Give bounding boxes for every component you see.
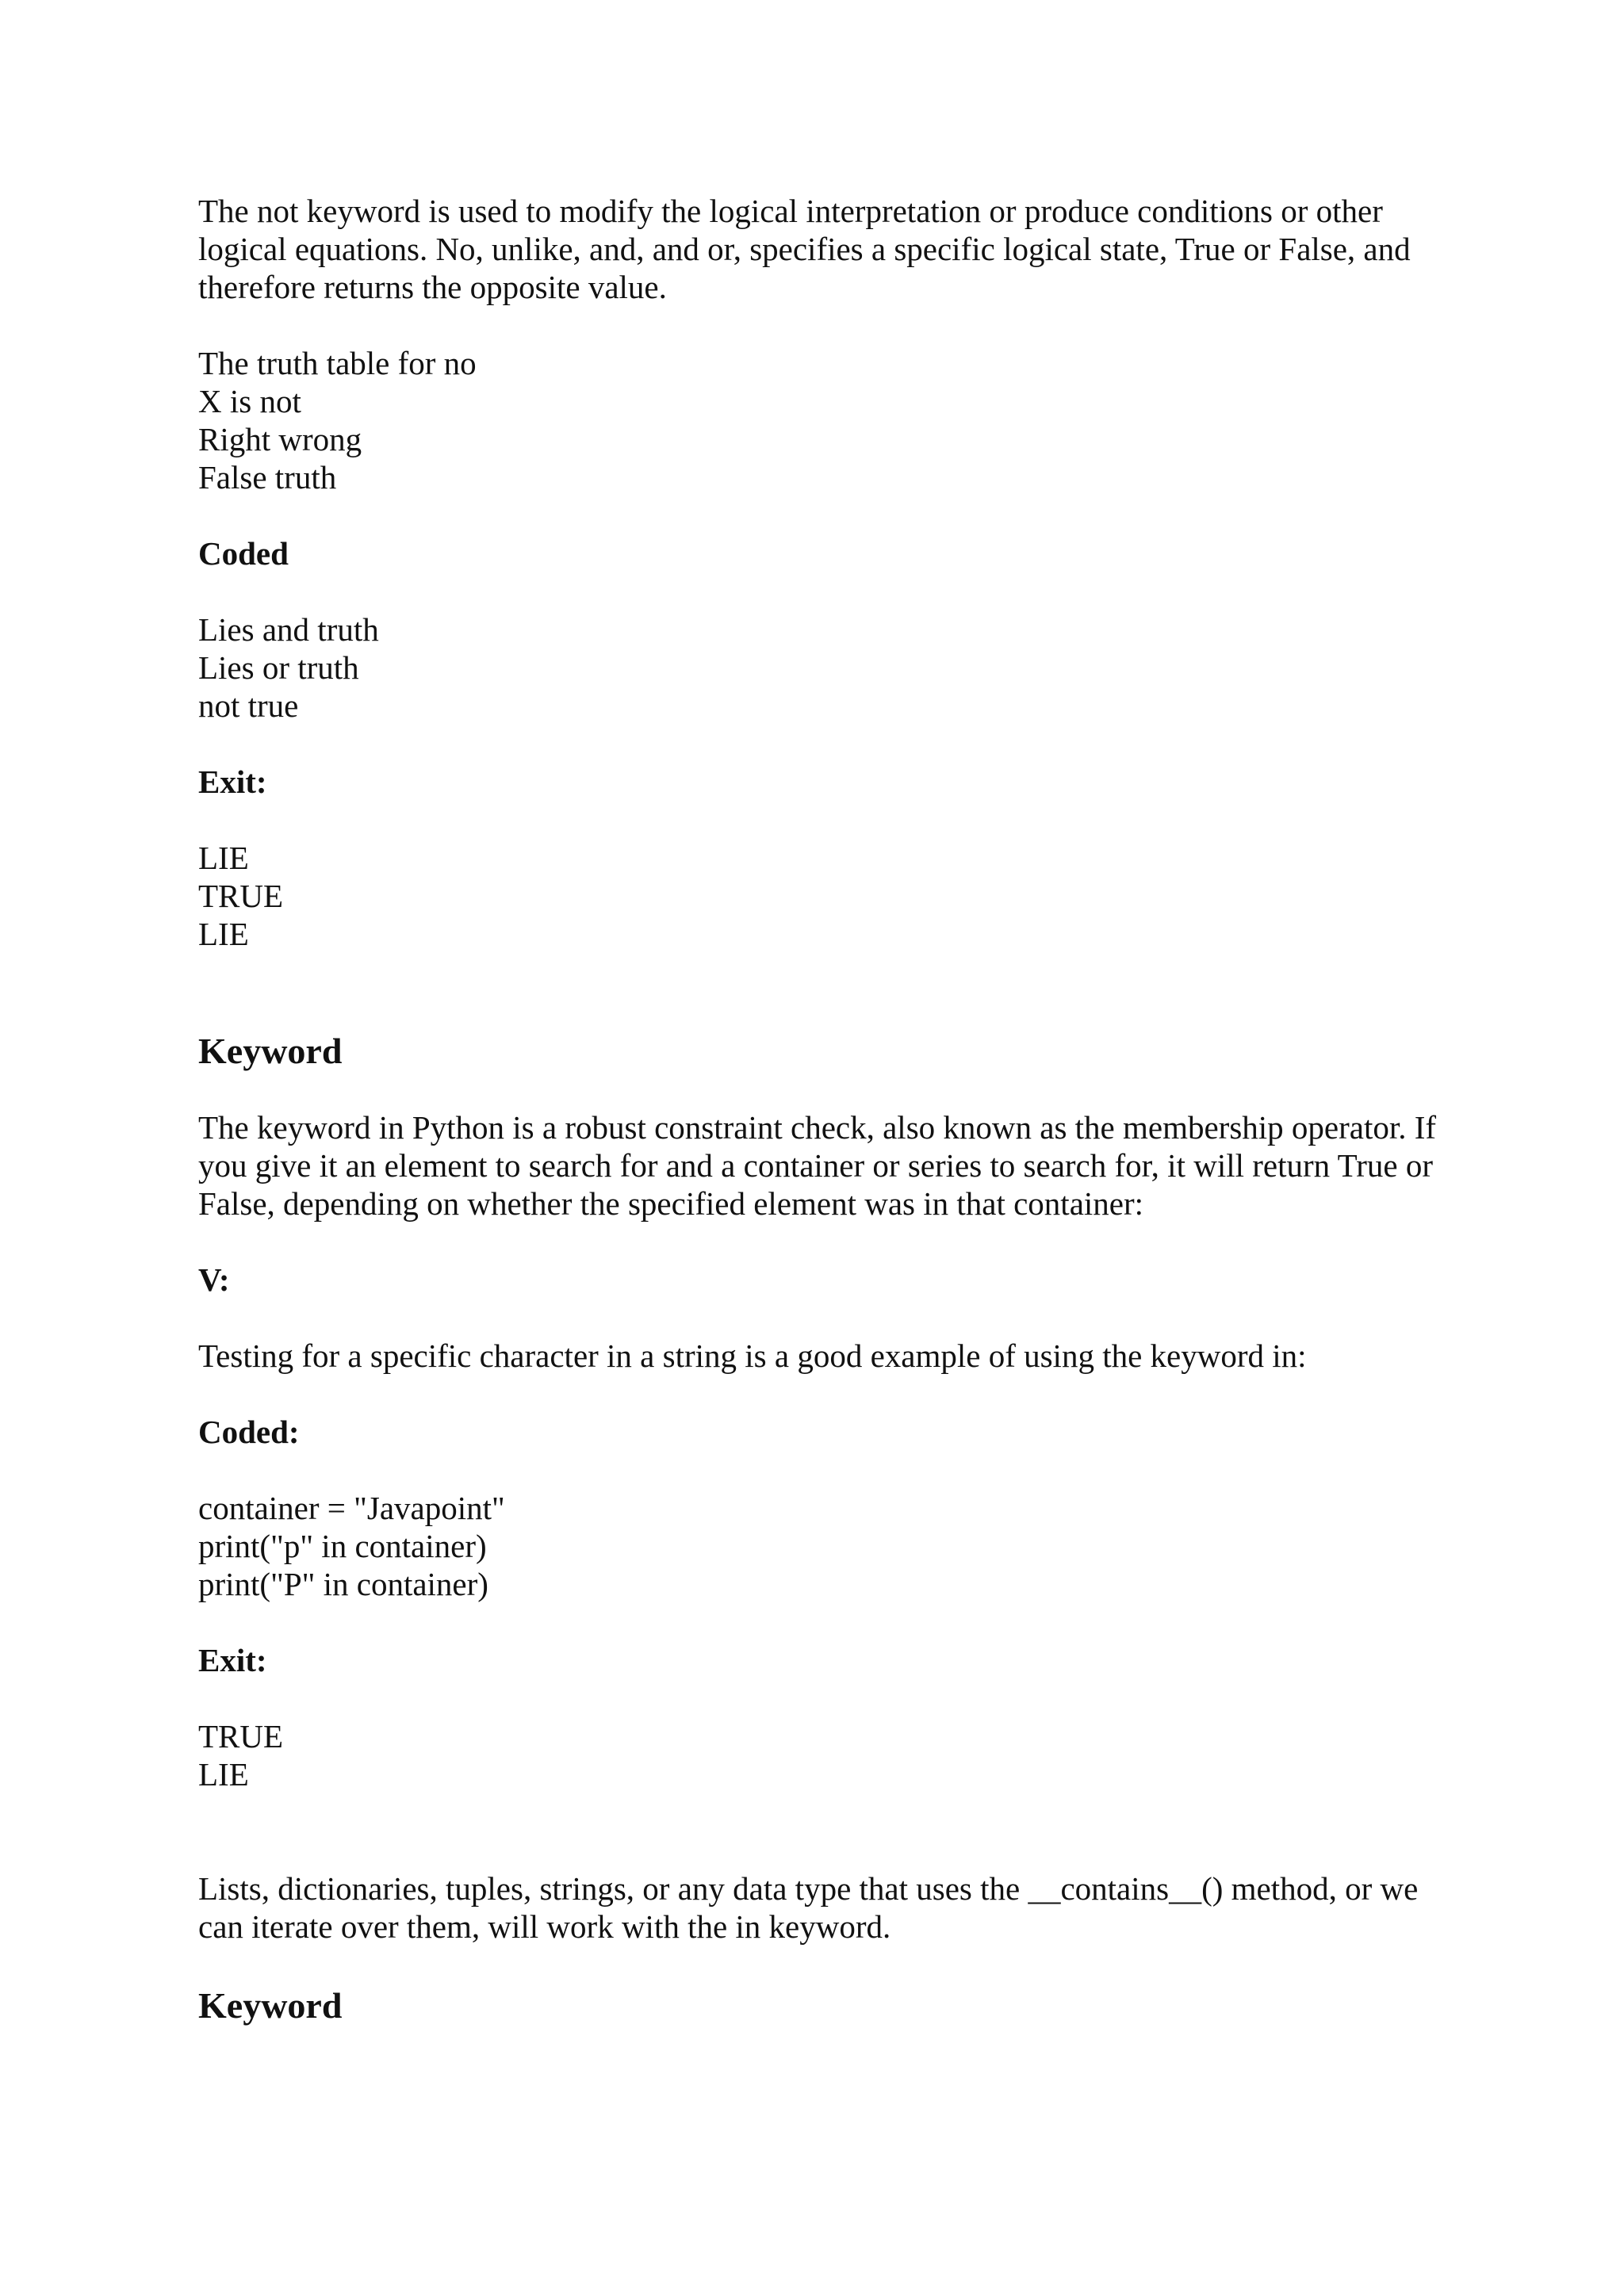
- exit-label: Exit:: [198, 1642, 267, 1678]
- coded-label: Coded:: [198, 1414, 300, 1450]
- section-heading: Keyword: [198, 1985, 343, 2026]
- testing-paragraph: Testing for a specific character in a string is a good example of using the keyword in:: [198, 1337, 1307, 1374]
- code-line: not true: [198, 687, 299, 724]
- output-line: TRUE: [198, 878, 284, 914]
- exit-lines: [198, 839, 1451, 953]
- code-line: container = "Javapoint": [198, 1490, 505, 1526]
- spacer: [198, 1831, 1451, 1869]
- exit-lines: [198, 1717, 1451, 1793]
- keyword-paragraph: The keyword in Python is a robust constraint check, also known as the membership operator. If you give it an element to search for and a container or series to search for, it will return True or False, depending on whether the specified element was in that container:: [198, 1109, 1437, 1222]
- code-lines: [198, 610, 1451, 725]
- section-heading: Keyword: [198, 1031, 343, 1071]
- code-lines: [198, 1489, 1451, 1603]
- v-label: V:: [198, 1261, 230, 1298]
- coded-label: Coded: [198, 535, 289, 572]
- output-line: LIE: [198, 1756, 249, 1793]
- spacer: [198, 991, 1451, 1029]
- output-line: TRUE: [198, 1718, 284, 1755]
- output-line: LIE: [198, 916, 249, 952]
- code-line: print("P" in container): [198, 1566, 488, 1602]
- intro-paragraph: The not keyword is used to modify the logical interpretation or produce conditions or other logical equations. No, unlike, and, and or, specifies a specific logical state, True or False, and therefore returns the opposite value.: [198, 193, 1411, 305]
- text-line: Right wrong: [198, 421, 362, 457]
- truth-table-lines: [198, 344, 1451, 496]
- text-line: X is not: [198, 383, 301, 419]
- output-line: LIE: [198, 840, 249, 876]
- text-line: False truth: [198, 459, 337, 496]
- code-line: print("p" in container): [198, 1528, 487, 1564]
- lists-paragraph: Lists, dictionaries, tuples, strings, or any data type that uses the __contains__() method, or we can iterate over them, will work with the in keyword.: [198, 1870, 1419, 1945]
- document-page: [198, 192, 1451, 2063]
- exit-label: Exit:: [198, 763, 267, 800]
- code-line: Lies or truth: [198, 649, 359, 686]
- text-line: The truth table for no: [198, 345, 477, 381]
- code-line: Lies and truth: [198, 611, 379, 648]
